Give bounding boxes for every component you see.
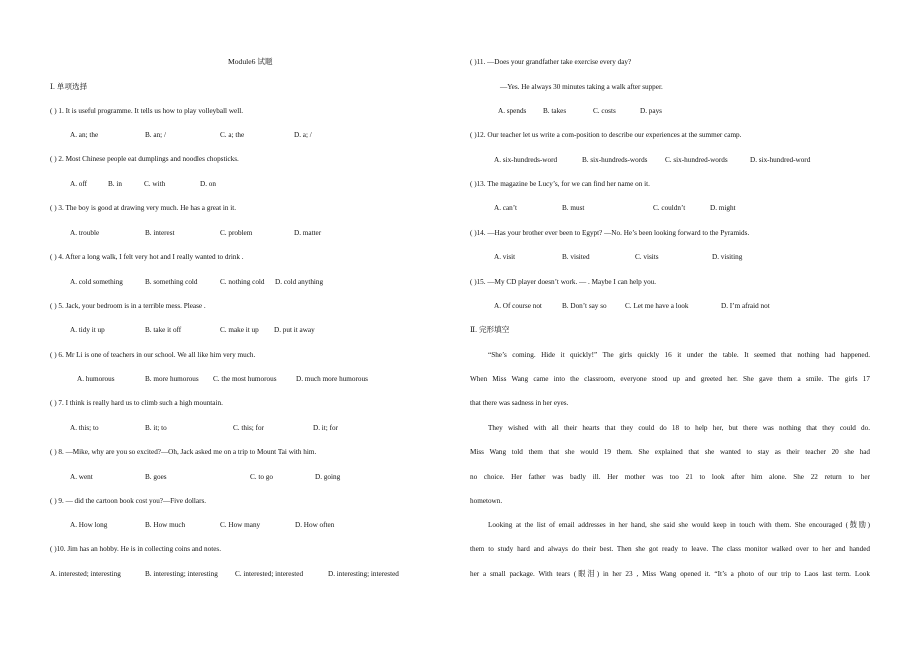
option-a: A. off (70, 180, 88, 188)
question-13-stem: ( )13. The magazine be Lucy’s, for we can find her name on it. (470, 180, 650, 188)
option-a: A. six-hundreds-word (494, 156, 558, 164)
question-12-stem: ( )12. Our teacher let us write a com-position to describe our experiences at the summer camp. (470, 131, 742, 139)
question-11-reply: —Yes. He always 30 minutes taking a walk after supper. (500, 83, 663, 91)
option-d: D. might (710, 204, 736, 212)
passage-line: her a small package. With tears (眼泪) in her 23 , Miss Wang opened it. “It’s a photo of our trip to Laos last term. Look (470, 570, 870, 578)
option-b: B. in (108, 180, 122, 188)
question-11-stem: ( )11. —Does your grandfather take exercise every day? (470, 58, 632, 66)
option-b: B. visited (562, 253, 590, 261)
passage-line: no choice. Her father was badly ill. Her mother was too 21 to look after him alone. She 22 return to her (470, 473, 870, 481)
option-b: B. it; to (145, 424, 167, 432)
passage-line: them to study hard and always do their best. Then she got ready to leave. The class monitor walked over to her and handed (470, 545, 870, 553)
option-d: D. cold anything (275, 278, 324, 286)
passage-line: “She’s coming. Hide it quickly!” The girls quickly 16 it under the table. It seemed that nothing had happened. (488, 351, 870, 359)
option-a: A. tidy it up (70, 326, 105, 334)
passage-line: They wished with all their hearts that they could do 18 to help her, but there was nothing that they could do. (488, 424, 870, 432)
option-c: C. couldn’t (653, 204, 686, 212)
option-d: D. pays (640, 107, 662, 115)
question-4-stem: ( ) 4. After a long walk, I felt very hot and I really wanted to drink . (50, 253, 244, 261)
option-c: C. to go (250, 473, 273, 481)
option-b: B. take it off (145, 326, 182, 334)
question-14-stem: ( )14. —Has your brother ever been to Egypt? —No. He’s been looking forward to the Pyramids. (470, 229, 750, 237)
option-c: C. the most humorous (213, 375, 277, 383)
right-column (470, 0, 875, 650)
option-b: B. How much (145, 521, 186, 529)
option-b: B. Don’t say so (562, 302, 607, 310)
option-c: C. Let me have a look (625, 302, 689, 310)
question-8-stem: ( ) 8. —Mike, why are you so excited?—Oh, Jack asked me on a trip to Mount Tai with him. (50, 448, 317, 456)
option-d: D. on (200, 180, 216, 188)
passage-line: hometown. (470, 497, 503, 505)
option-d: D. it; for (313, 424, 338, 432)
option-a: A. this; to (70, 424, 99, 432)
option-d: D. six-hundred-word (750, 156, 811, 164)
left-column (50, 0, 450, 650)
option-a: A. can’t (494, 204, 518, 212)
question-1-stem: ( ) 1. It is useful programme. It tells us how to play volleyball well. (50, 107, 244, 115)
option-d: D. interesting; interested (328, 570, 399, 578)
question-6-stem: ( ) 6. Mr Li is one of teachers in our school. We all like him very much. (50, 351, 256, 359)
section-heading-cloze: Ⅱ. 完形填空 (470, 325, 510, 334)
option-b: B. takes (543, 107, 567, 115)
option-b: B. an; / (145, 131, 166, 139)
passage-line: When Miss Wang came into the classroom, everyone stood up and greeted her. She gave them a smile. The girls 17 (470, 375, 870, 383)
option-d: D. visiting (712, 253, 743, 261)
option-c: C. How many (220, 521, 261, 529)
option-c: C. this; for (233, 424, 264, 432)
option-a: A. interested; interesting (50, 570, 121, 578)
option-a: A. trouble (70, 229, 100, 237)
option-c: C. problem (220, 229, 253, 237)
passage-line: Miss Wang told them that she would 19 them. She explained that she wanted to stay as their teacher 20 she had (470, 448, 870, 456)
option-d: D. I’m afraid not (721, 302, 770, 310)
question-9-stem: ( ) 9. — did the cartoon book cost you?—Five dollars. (50, 497, 207, 505)
option-b: B. more humorous (145, 375, 199, 383)
option-c: C. nothing cold (220, 278, 265, 286)
option-a: A. humorous (77, 375, 115, 383)
option-a: A. visit (494, 253, 516, 261)
option-a: A. Of course not (494, 302, 542, 310)
option-d: D. going (315, 473, 341, 481)
option-d: D. a; / (294, 131, 312, 139)
option-c: C. a; the (220, 131, 245, 139)
option-d: D. much more humorous (296, 375, 368, 383)
passage-line: that there was sadness in her eyes. (470, 399, 569, 407)
option-c: C. interested; interested (235, 570, 304, 578)
option-b: B. goes (145, 473, 167, 481)
section-heading-multiple-choice: Ⅰ. 单项选择 (50, 82, 88, 91)
option-b: B. must (562, 204, 585, 212)
option-c: C. costs (593, 107, 616, 115)
question-5-stem: ( ) 5. Jack, your bedroom is in a terrible mess. Please . (50, 302, 206, 310)
passage-line: Looking at the list of email addresses in her hand, she said she would keep in touch with them. She encouraged (鼓励) (488, 521, 870, 529)
option-a: A. cold something (70, 278, 123, 286)
option-c: C. visits (635, 253, 659, 261)
option-d: D. How often (295, 521, 335, 529)
option-b: B. interest (145, 229, 175, 237)
question-3-stem: ( ) 3. The boy is good at drawing very much. He has a great in it. (50, 204, 237, 212)
question-15-stem: ( )15. —My CD player doesn’t work. — . Maybe I can help you. (470, 278, 657, 286)
option-a: A. spends (498, 107, 527, 115)
option-a: A. went (70, 473, 93, 481)
option-c: C. make it up (220, 326, 259, 334)
question-10-stem: ( )10. Jim has an hobby. He is in collecting coins and notes. (50, 545, 222, 553)
option-d: D. put it away (274, 326, 315, 334)
option-c: C. six-hundred-words (665, 156, 728, 164)
option-b: B. something cold (145, 278, 198, 286)
option-b: B. six-hundreds-words (582, 156, 648, 164)
option-b: B. interesting; interesting (145, 570, 218, 578)
option-a: A. How long (70, 521, 108, 529)
question-7-stem: ( ) 7. I think is really hard us to climb such a high mountain. (50, 399, 223, 407)
page-title: Module6 试题 (228, 57, 273, 66)
question-2-stem: ( ) 2. Most Chinese people eat dumplings and noodles chopsticks. (50, 155, 239, 163)
option-d: D. matter (294, 229, 322, 237)
option-c: C. with (144, 180, 166, 188)
option-a: A. an; the (70, 131, 99, 139)
